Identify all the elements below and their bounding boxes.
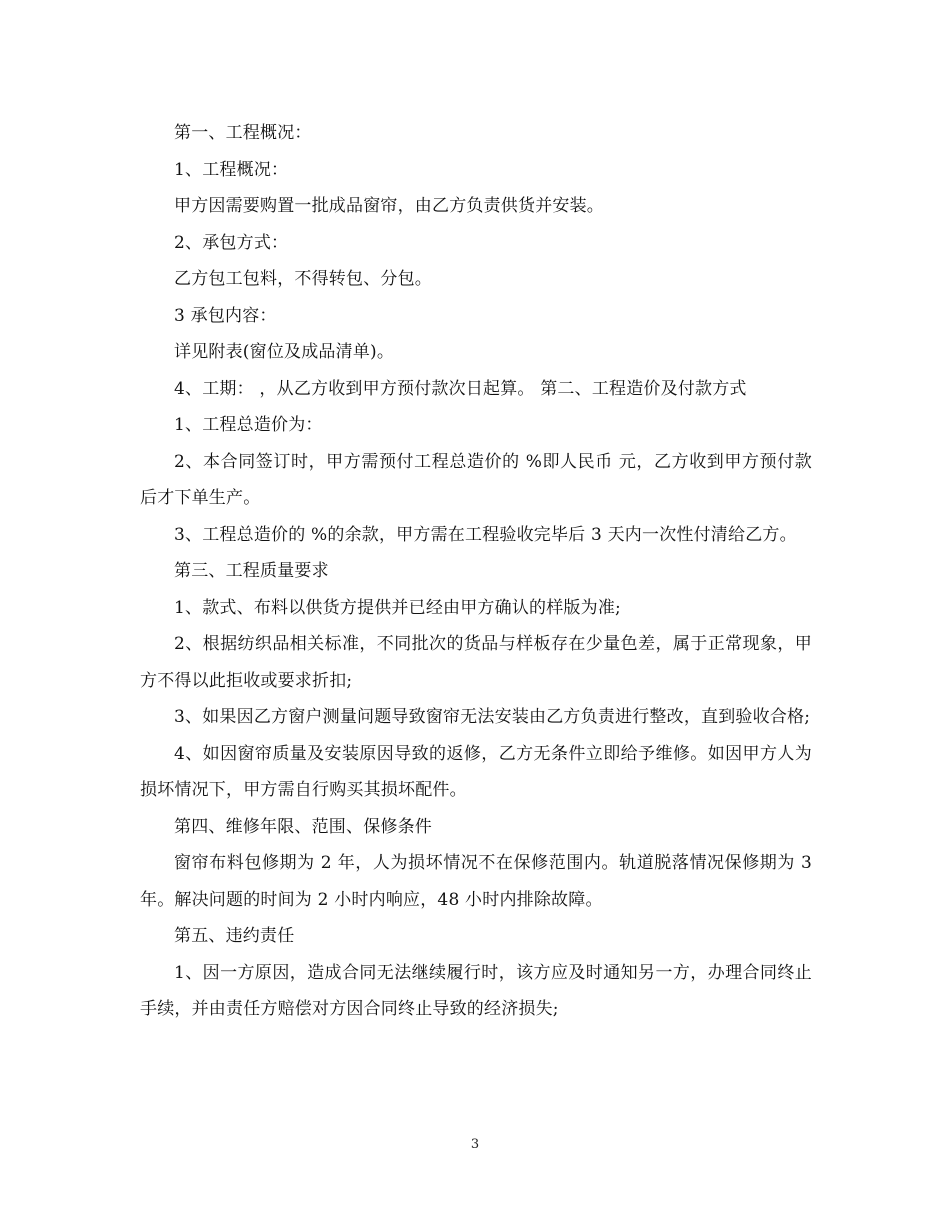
paragraph-balance-payment: 3、工程总造价的 %的余款，甲方需在工程验收完毕后 3 天内一次性付清给乙方。 bbox=[174, 524, 797, 545]
page-number: 3 bbox=[470, 1137, 480, 1152]
paragraph-section-4-heading: 第四、维修年限、范围、保修条件 bbox=[174, 816, 432, 837]
paragraph-project-overview: 甲方因需要购置一批成品窗帘，由乙方负责供货并安装。 bbox=[174, 196, 604, 216]
paragraph-project-overview-label: 1、工程概况： bbox=[174, 159, 289, 180]
paragraph-schedule: 4、工期： ，从乙方收到甲方预付款次日起算。 第二、工程造价及付款方式 bbox=[174, 378, 747, 399]
paragraph-total-cost: 1、工程总造价为： bbox=[174, 415, 323, 435]
paragraph-breach-termination: 1、因一方原因，造成合同无法继续履行时，该方应及时通知另一方，办理合同终止手续，并由责任方赔偿对方因合同终止导致的经济损失; bbox=[140, 962, 812, 1019]
paragraph-quality-measurement: 3、如果因乙方窗户测量问题导致窗帘无法安装由乙方负责进行整改，直到验收合格; bbox=[174, 707, 811, 727]
paragraph-warranty: 窗帘布料包修期为 2 年，人为损坏情况不在保修范围内。轨道脱落情况保修期为 3 年。解决问题的时间为 2 小时内响应，48 小时内排除故障。 bbox=[140, 853, 812, 910]
paragraph-quality-style: 1、款式、布料以供货方提供并已经由甲方确认的样版为准; bbox=[174, 597, 621, 618]
paragraph-quality-color: 2、根据纺织品相关标准，不同批次的货品与样板存在少量色差，属于正常现象，甲方不得以此拒收或要求折扣; bbox=[140, 634, 812, 691]
paragraph-contract-content-label: 3 承包内容： bbox=[174, 305, 277, 326]
document-body bbox=[140, 115, 812, 1028]
paragraph-contract-method: 乙方包工包料，不得转包、分包。 bbox=[174, 269, 432, 289]
paragraph-section-3-heading: 第三、工程质量要求 bbox=[174, 561, 329, 581]
paragraph-contract-method-label: 2、承包方式： bbox=[174, 232, 289, 253]
paragraph-section-5-heading: 第五、违约责任 bbox=[174, 926, 295, 946]
paragraph-quality-repair: 4、如因窗帘质量及安装原因导致的返修，乙方无条件立即给予维修。如因甲方人为损坏情况下，甲方需自行购买其损坏配件。 bbox=[140, 743, 812, 800]
paragraph-section-1-heading: 第一、工程概况： bbox=[174, 123, 312, 143]
paragraph-prepayment: 2、本合同签订时，甲方需预付工程总造价的 %即人民币 元，乙方收到甲方预付款后才下单生产。 bbox=[140, 451, 812, 508]
paragraph-contract-content: 详见附表(窗位及成品清单)。 bbox=[174, 342, 395, 362]
